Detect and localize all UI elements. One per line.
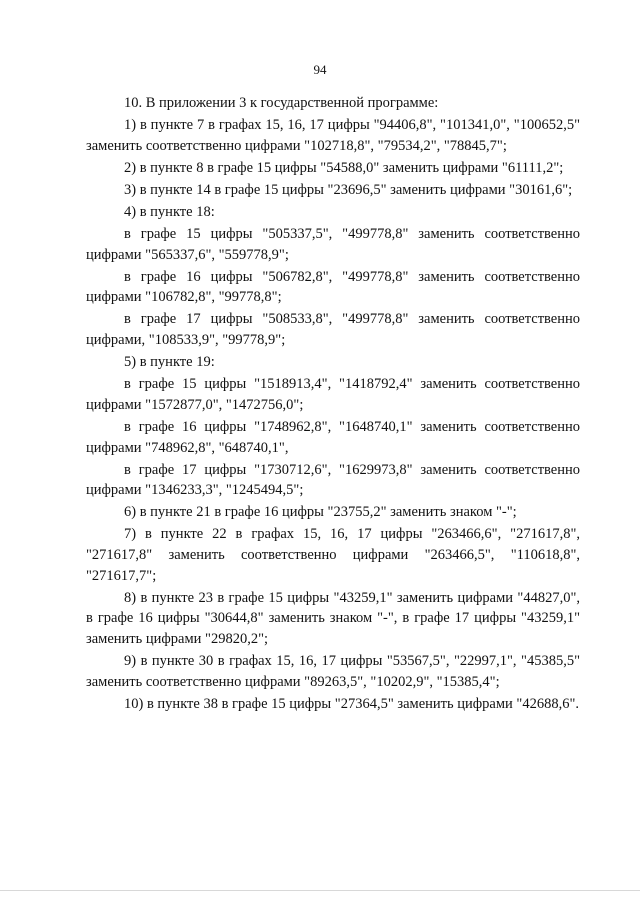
paragraph-item-5: 5) в пункте 19: [124,354,215,371]
page-bottom-edge [0,890,640,891]
paragraph-item-4-col15: в графе 15 цифры "505337,5", "499778,8" заменить соответственно цифрами "565337,6", "559778,9"; [86,226,580,263]
paragraph-item-4: 4) в пункте 18: [124,203,215,220]
paragraph-item-9: 9) в пункте 30 в графах 15, 16, 17 цифры "53567,5", "22997,1", "45385,5" заменить соответственно цифрами "89263,5", "10202,9", "15385,4"; [86,652,580,690]
paragraph-item-4-col17: в графе 17 цифры "508533,8", "499778,8" заменить соответственно цифрами, "108533,9", "99778,9"; [86,311,580,349]
document-body [86,93,580,714]
paragraph-item-6: 6) в пункте 21 в графе 16 цифры "23755,2" заменить знаком "-"; [124,504,517,521]
paragraph-item-3: 3) в пункте 14 в графе 15 цифры "23696,5" заменить цифрами "30161,6"; [124,181,573,198]
paragraph-item-2: 2) в пункте 8 в графе 15 цифры "54588,0" заменить цифрами "61111,2"; [124,159,564,176]
paragraph-item-5-col17: в графе 17 цифры "1730712,6", "1629973,8" заменить соответственно цифрами "1346233,3", "1245494,5"; [86,461,580,499]
paragraph-item-10: 10) в пункте 38 в графе 15 цифры "27364,5" заменить цифрами "42688,6". [124,695,579,712]
page-number: 94 [313,62,327,77]
paragraph-item-5-col16: в графе 16 цифры "1748962,8", "1648740,1" заменить соответственно цифрами "748962,8", "648740,1", [86,418,580,456]
paragraph-item-7: 7) в пункте 22 в графах 15, 16, 17 цифры "263466,6", "271617,8", "271617,8" заменить соответственно цифрами "263466,5", "110618,8", "271617,7"; [86,526,580,584]
paragraph-item-1: 1) в пункте 7 в графах 15, 16, 17 цифры "94406,8", "101341,0", "100652,5" заменить соответственно цифрами "102718,8", "79534,2", "78845,7"; [86,117,580,154]
paragraph-item-5-col15: в графе 15 цифры "1518913,4", "1418792,4" заменить соответственно цифрами "1572877,0", "1472756,0"; [86,376,580,413]
paragraph-heading: 10. В приложении 3 к государственной программе: [124,95,439,111]
paragraph-item-8: 8) в пункте 23 в графе 15 цифры "43259,1" заменить цифрами "44827,0", в графе 16 цифры "30644,8" заменить знаком "-", в графе 17 цифры "43259,1" заменить цифрами "29820,2"; [86,589,580,647]
paragraph-item-4-col16: в графе 16 цифры "506782,8", "499778,8" заменить соответственно цифрами "106782,8", "99778,8"; [86,268,580,306]
